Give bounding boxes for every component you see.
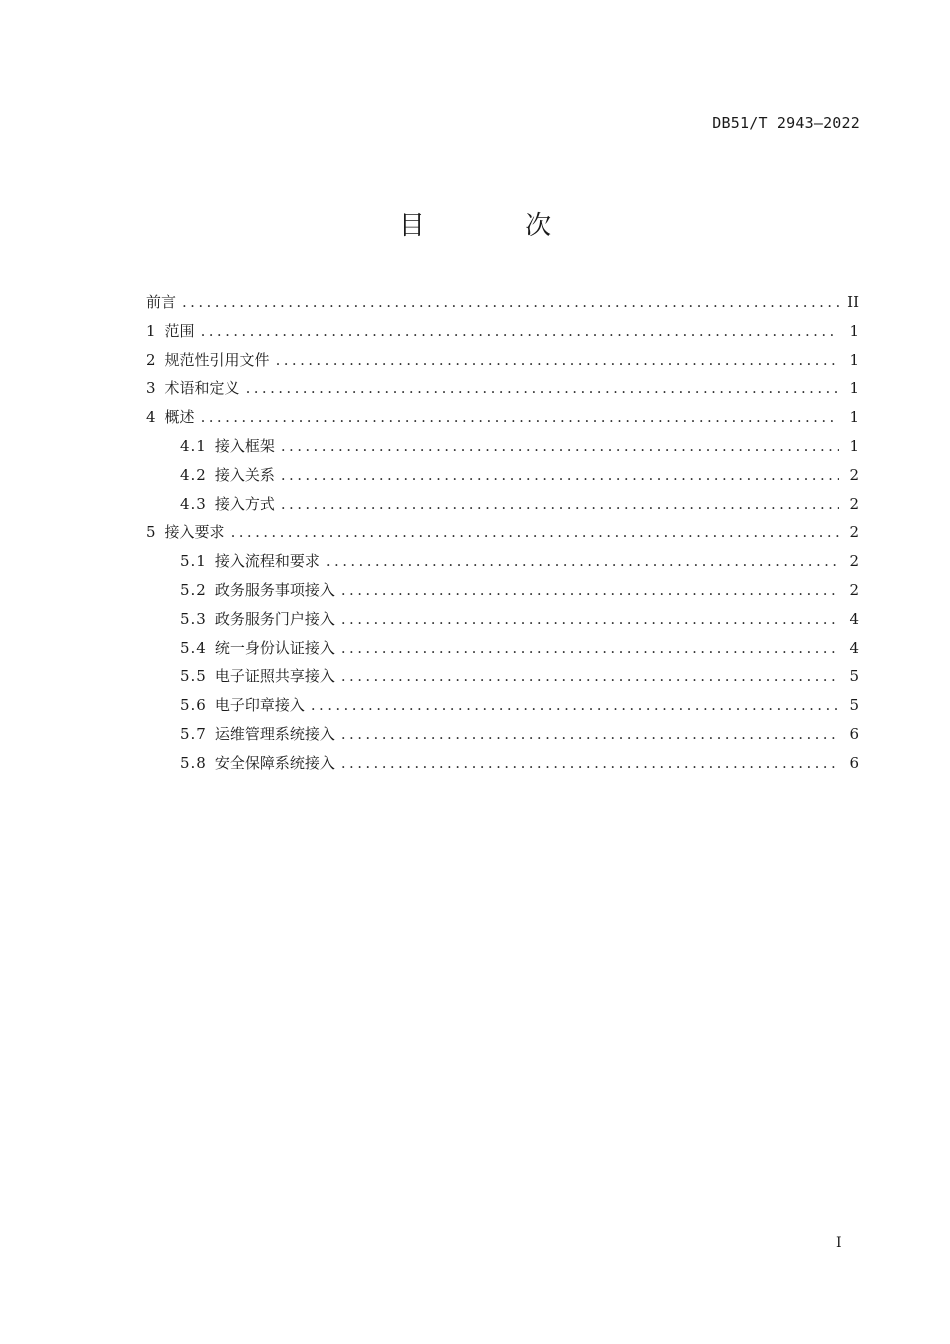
toc-entry[interactable]: [146, 403, 859, 432]
toc-entry-text: 电子证照共享接入: [214, 667, 335, 686]
toc-entry[interactable]: [146, 547, 859, 576]
toc-entry-page: 2: [849, 580, 859, 599]
page-number: I: [836, 1235, 842, 1251]
toc-entry[interactable]: [146, 288, 859, 317]
toc-entry-page: 4: [849, 609, 859, 628]
toc-entry-label: [180, 691, 305, 720]
toc-entry-text: 电子印章接入: [214, 696, 305, 715]
toc-entry-number: 5: [146, 523, 157, 542]
toc-entry-label: [180, 547, 320, 576]
toc-entry-text: 规范性引用文件: [164, 350, 270, 369]
toc-entry-text: 安全保障系统接入: [214, 753, 335, 772]
toc-entry-page: 6: [849, 753, 859, 772]
toc-entry-number: 5.8: [180, 753, 207, 772]
toc-entry-number: 5.6: [180, 696, 207, 715]
toc-entry-label: [180, 490, 275, 519]
toc-entry-label: [146, 403, 195, 432]
toc-entry[interactable]: [146, 605, 859, 634]
toc-entry-text: 运维管理系统接入: [214, 724, 335, 743]
toc-entry[interactable]: [146, 374, 859, 403]
toc-entry-page: II: [847, 293, 859, 311]
toc-entry-text: 术语和定义: [164, 379, 240, 398]
toc-entry-page: 2: [849, 552, 859, 571]
toc-leader-dots: [341, 662, 839, 691]
toc-entry-text: 接入流程和要求: [214, 552, 320, 571]
toc-entry-page: 1: [849, 436, 859, 455]
toc-entry-number: 5.4: [180, 638, 207, 657]
toc-leader-dots: [341, 605, 839, 634]
toc-entry-text: 统一身份认证接入: [214, 638, 335, 657]
table-of-contents: [146, 288, 859, 778]
toc-entry-number: 5.2: [180, 580, 207, 599]
toc-entry-text: 接入方式: [214, 494, 275, 513]
toc-entry[interactable]: [146, 749, 859, 778]
toc-entry-label: [146, 374, 240, 403]
toc-leader-dots: [311, 691, 839, 720]
document-code: DB51/T 2943—2022: [712, 114, 860, 132]
toc-title: 目 次: [398, 211, 598, 241]
toc-entry[interactable]: [146, 317, 859, 346]
toc-leader-dots: [201, 403, 839, 432]
toc-entry[interactable]: [146, 576, 859, 605]
toc-entry-page: 1: [849, 321, 859, 340]
toc-entry[interactable]: [146, 720, 859, 749]
toc-entry-text: 接入要求: [164, 523, 225, 542]
toc-entry-label: [146, 346, 270, 375]
toc-entry-page: 2: [849, 494, 859, 513]
toc-leader-dots: [341, 720, 839, 749]
toc-entry-text: 接入关系: [214, 465, 275, 484]
toc-leader-dots: [281, 432, 839, 461]
toc-entry-number: 5.5: [180, 667, 207, 686]
toc-entry-page: 1: [849, 379, 859, 398]
toc-leader-dots: [341, 749, 839, 778]
toc-entry-number: 4.2: [180, 465, 207, 484]
toc-entry-text: 接入框架: [214, 436, 275, 455]
toc-entry-page: 6: [849, 724, 859, 743]
toc-entry-label: [180, 749, 335, 778]
toc-leader-dots: [281, 490, 839, 519]
toc-entry-page: 2: [849, 523, 859, 542]
toc-entry-label: [146, 317, 195, 346]
toc-entry-text: 政务服务门户接入: [214, 609, 335, 628]
toc-entry-label: [180, 605, 335, 634]
toc-entry-label: [146, 518, 225, 547]
toc-entry-number: 3: [146, 379, 157, 398]
toc-entry-text: 概述: [164, 408, 195, 427]
toc-entry[interactable]: [146, 518, 859, 547]
toc-leader-dots: [281, 461, 839, 490]
toc-leader-dots: [341, 576, 839, 605]
toc-entry-number: 5.7: [180, 724, 207, 743]
toc-entry-label: [180, 634, 335, 663]
toc-entry[interactable]: [146, 691, 859, 720]
toc-leader-dots: [201, 317, 839, 346]
toc-leader-dots: [231, 518, 839, 547]
toc-entry[interactable]: [146, 432, 859, 461]
toc-entry[interactable]: [146, 346, 859, 375]
toc-entry-number: 4.3: [180, 494, 207, 513]
toc-entry[interactable]: [146, 461, 859, 490]
toc-entry[interactable]: [146, 634, 859, 663]
toc-entry-number: 1: [146, 321, 157, 340]
toc-entry-label: [180, 576, 335, 605]
toc-entry-page: 5: [849, 667, 859, 686]
toc-entry-number: 4.1: [180, 436, 207, 455]
toc-entry-text: 政务服务事项接入: [214, 580, 335, 599]
toc-entry[interactable]: [146, 490, 859, 519]
toc-leader-dots: [182, 288, 839, 317]
toc-leader-dots: [326, 547, 839, 576]
toc-leader-dots: [341, 634, 839, 663]
toc-entry-label: [180, 662, 335, 691]
toc-entry-label: [146, 288, 176, 317]
toc-entry-label: [180, 432, 275, 461]
toc-entry-number: 5.3: [180, 609, 207, 628]
toc-entry-number: 5.1: [180, 552, 207, 571]
toc-entry-page: 5: [849, 696, 859, 715]
toc-entry-page: 2: [849, 465, 859, 484]
toc-entry-page: 1: [849, 408, 859, 427]
toc-entry-text: 范围: [164, 321, 195, 340]
toc-leader-dots: [246, 374, 839, 403]
toc-entry-page: 4: [849, 638, 859, 657]
toc-leader-dots: [276, 346, 839, 375]
toc-entry-number: 4: [146, 408, 157, 427]
toc-entry-text: 前言: [146, 293, 177, 311]
toc-entry-label: [180, 461, 275, 490]
toc-entry-label: [180, 720, 335, 749]
toc-entry[interactable]: [146, 662, 859, 691]
toc-entry-page: 1: [849, 350, 859, 369]
toc-entry-number: 2: [146, 350, 157, 369]
